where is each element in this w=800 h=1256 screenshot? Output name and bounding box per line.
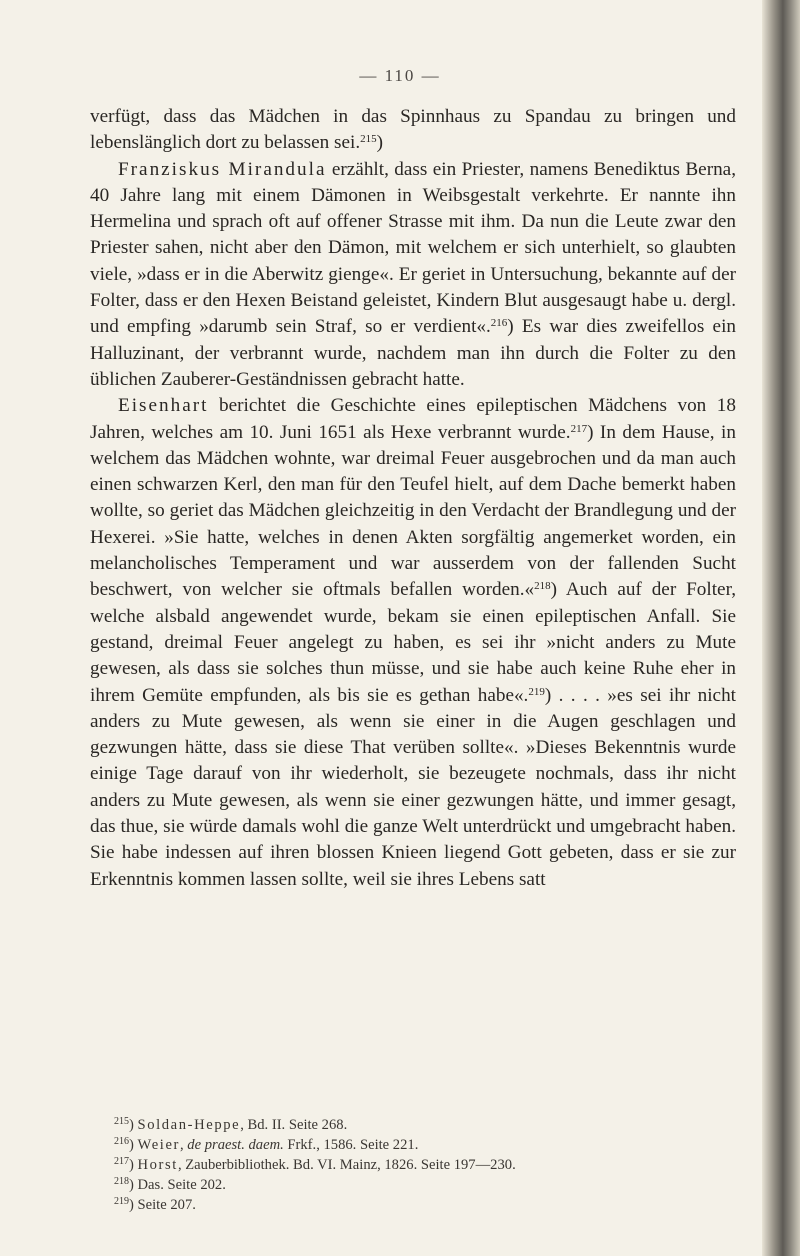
person-name: Eisenhart [118, 395, 209, 417]
footnote-number: 217 [114, 1156, 129, 1167]
page-body [90, 104, 736, 893]
page-number: — 110 — [359, 66, 441, 85]
paragraph-text: ) [376, 132, 384, 154]
paragraph-text: verfügt, dass das Mädchen in das Spinnhaus zu Spandau zu bringen und lebenslänglich dort zu belassen sei. [90, 106, 736, 154]
paragraph-text: ) . . . . »es sei ihr nicht anders zu Mute gewesen, als wenn sie einer in die Augen geschlagen und gezwungen hätte, dass sie diese That verüben sollte«. »Dieses Bekenntnis wurde einige Tage darauf von ihr wiederholt, sie bezeugete nochmals, dass ihr nicht anders zu Mute gewesen, als wenn sie einer gezwungen hätte, und immer gesagt, das thue, sie würde damals wohl die ganze Welt unterdrückt und umgebracht haben. Sie habe indessen auf ihren blossen Knieen liegend Gott gebeten, dass er sie zur Erkenntnis kommen lassen sollte, weil sie ihres Lebens satt [90, 684, 736, 890]
footnote-author: Weier [137, 1137, 180, 1153]
paragraph-text: ) In dem Hause, in welchem das Mädchen wohnte, war dreimal Feuer ausgebrochen und da man auch einen schwarzen Kerl, den man für den Teufel hielt, auf dem Dache bemerkt haben wollte, so geriet das Mädchen gleichzeitig in den Verdacht der Brandlegung und der Hexerei. »Sie hatte, welches in denen Akten sorgfältig angemerket worden, ein melancholisches Temperament und war ausserdem von der fallenden Sucht beschwert, von welcher sie oftmals befallen worden.« [90, 421, 736, 601]
footnote-215: $^{215}$) Soldan-Heppe, Bd. II. Seite 268. [114, 1116, 348, 1133]
footnote-author: Soldan-Heppe [137, 1117, 241, 1133]
footnote-ref: 215 [360, 133, 377, 146]
footnote-ref: 217 [570, 422, 588, 435]
footnote-217: $^{217}$) Horst, Zauberbibliothek. Bd. VI. Mainz, 1826. Seite 197—230. [114, 1156, 516, 1173]
footnote-number: 216 [114, 1136, 129, 1147]
footnote-text: , Bd. II. Seite 268. [240, 1117, 348, 1133]
paragraph-3 [90, 393, 736, 893]
footnote-218: $^{218}$) Das. Seite 202. [114, 1176, 226, 1193]
footnote-author: Horst [137, 1157, 178, 1173]
footnote-ref: 219 [528, 685, 545, 698]
footnote-number: 215 [114, 1116, 129, 1127]
paragraph-text: ) Auch auf der Folter, welche alsbald angewendet wurde, bekam sie einen epileptischen Anfall. Sie gestand, dreimal Feuer angelegt zu haben, es sei ihr »nicht anders zu Mute gewesen, als dass sie solches thun müsse, und sie habe auch keine Ruhe eher in ihrem Gemüte empfunden, als bis sie es gethan habe«. [90, 579, 736, 706]
footnote-text: Das. Seite 202. [137, 1177, 226, 1193]
paragraph-1 [90, 104, 736, 157]
page-edge-shadow [762, 0, 800, 1256]
footnote-text: Seite 207. [137, 1197, 196, 1213]
paragraph-text: ) Es war dies zweifellos ein Halluzinant, der verbrannt wurde, nachdem man ihn durch die Folter zu den üblichen Zauberer-Geständnissen gebracht hatte. [90, 316, 736, 390]
paragraph-text: erzählt, dass ein Priester, namens Benediktus Berna, 40 Jahre lang mit einem Dämonen in Weibsgestalt verkehrte. Er nannte ihn Hermelina und sprach oft auf offener Strasse mit ihm. Da nun die Leute zwar den Priester sahen, nicht aber den Dämon, mit welchem er sich unterhielt, so glaubten viele, »dass er in die Aberwitz gienge«. Er geriet in Untersuchung, bekannte auf der Folter, dass er den Hexen Beistand geleistet, Kindern Blut ausgesaugt habe u. dergl. und empfing »darumb sein Straf, so er verdient«. [90, 158, 736, 338]
paragraph-text: berichtet die Geschichte eines epileptischen Mädchens von 18 Jahren, welches am 10. Juni 1651 als Hexe verbrannt wurde. [90, 395, 736, 443]
footnote-number: 218 [114, 1176, 129, 1187]
paragraph-2 [90, 157, 736, 394]
footnote-number: 219 [114, 1196, 129, 1207]
footnote-text: , Zauberbibliothek. Bd. VI. Mainz, 1826. Seite 197—230. [177, 1157, 516, 1173]
footnote-text: Frkf., 1586. Seite 221. [283, 1137, 419, 1153]
footnote-text: , [180, 1137, 188, 1153]
footnotes [114, 1115, 674, 1215]
footnote-ref: 216 [490, 317, 508, 330]
footnote-219: $^{219}$) Seite 207. [114, 1196, 196, 1213]
footnote-title: de praest. daem. [187, 1137, 284, 1153]
footnote-216: $^{216}$) Weier, de praest. daem. Frkf., 1586. Seite 221. [114, 1136, 419, 1153]
person-name: Franziskus Mirandula [118, 158, 327, 180]
footnote-ref: 218 [534, 580, 551, 593]
